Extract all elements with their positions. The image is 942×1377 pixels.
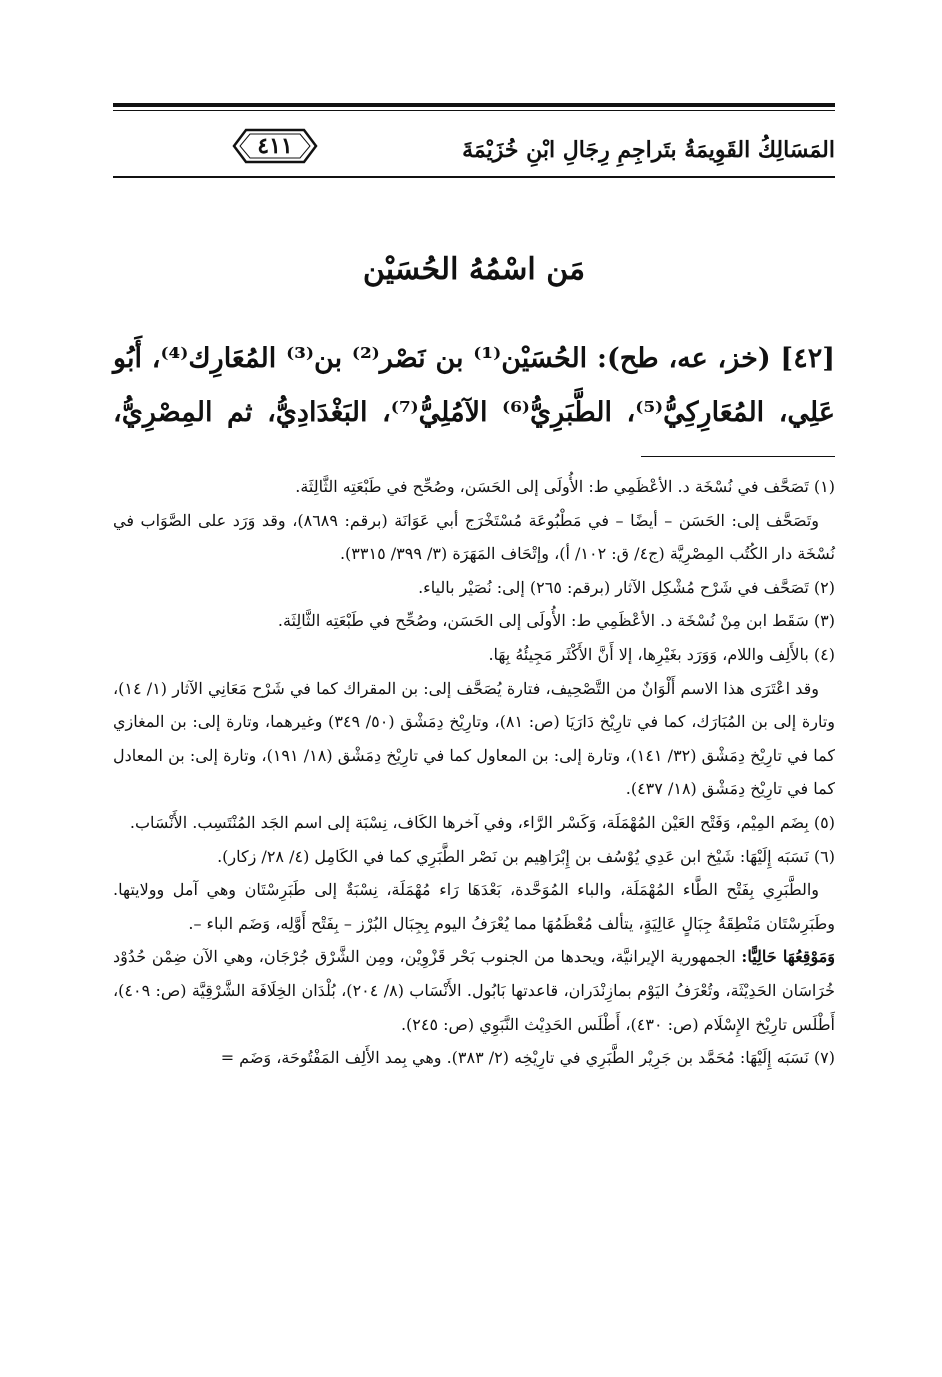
section-title: مَن اسْمُهُ الحُسَيْن <box>362 252 586 287</box>
footnote-4-continued: وقد اعْتَرَى هذا الاسم أَلْوَانٌ من التَّصْحِيف، فتارة يُصَحَّف إلى: بن المقراك كما في شَرْح مَعَانِي الآثار (١/ ١٤)، وتارة إلى بن المُبَارَك، كما في تارِيْخ دَارَيَا (ص: ٨١)، وتارِيْخ دِمَشْق (٥٠/ ٣٤٩) وغيرهما، وتارة إلى: بن المغازي كما في تارِيْخ دِمَشْق (٣٢/ ١٤١)، وتارة إلى: بن المعاول كما في تارِيْخ دِمَشْق (١٨/ ١٩١)، وتارة إلى: بن المعادل كما في تارِيْخ دِمَشْق (١٨/ ٤٣٧). <box>113 678 836 799</box>
biography-entry: [٤٢] (خز، عه، طح): الحُسَيْن⁽¹⁾ بن نَصْر⁽²⁾ بن⁽³⁾ المُعَارِك⁽⁴⁾، أَبُو عَلِي، المُعَارِكِيُّ⁽⁵⁾، الطَّبَرِيُّ⁽⁶⁾ الآمُلِيُّ⁽⁷⁾، البَغْدَادِيُّ، ثم المِصْرِيُّ، <box>113 343 835 428</box>
footnote-1: (١) تَصَحَّف في نُسْخَة د. الأعْظَمِي ط: الأُولَى إلى الحَسَن، وصُحِّح في طَبْعَتِه الثَّالِثَة. <box>295 477 835 496</box>
footnote-6-location-lead: وَمَوْقِعُهَا حَالِيًّا: <box>741 947 836 967</box>
footnote-6-location-text: الجمهورية الإيرانيَّة، ويحدها من الجنوب بَحْر قَزْوِيْن، ومِن الشَّرْق جُرْجَان، وهي الآن ضِمْن حُدُوْد خُرَاسَان الحَدِيْثَة، وتُعْرَفُ اليَوْم بمازِنْدَران، قاعدتها بَابُول. الأَنْسَاب (٨/ ٢٠٤)، بُلْدَان الخِلَافَة الشَّرْقِيَّة (ص: ٤٠٩)، أَطْلَس تارِيْخ الإِسْلَام (ص: ٤٣٠)، أَطْلَس الحَدِيْث النَّبَوِي (ص: ٢٤٥). <box>113 947 836 1034</box>
page-number-badge <box>232 128 318 164</box>
footnote-3: (٣) سَقَط ابن مِنْ نُسْخَة د. الأعْظَمِي ط: الأُولَى إلى الحَسَن، وصُحِّح في طَبْعَتِه الثَّالِثَة. <box>277 611 835 631</box>
header-rule-thick <box>113 103 835 107</box>
footnote-separator <box>641 456 835 457</box>
footnote-1-continued: وتَصَحَّف إلى: الحَسَن – أيضًا – في مَطْبُوعَة مُسْتَخْرَج أبي عَوَانَة (برقم: ٨٦٨٩)، وقد وَرَد على الصَّوَاب في نُسْخَة دار الكُتُب المِصْرِيَّة (ج٤/ ق: ١٠٢/ أ)، وإتْحَاف المَهَرَة (٣/ ٣٩٩/ ٣٣١٥). <box>113 510 835 564</box>
footnote-7: (٧) نَسَبَه إِلَيْهَا: مُحَمَّد بن جَرِيْر الطَّبَرِي في تارِيْخِه (٢/ ٣٨٣). وهي بِمد الأَلِف المَفْتُوحَة، وَضَم = <box>220 1048 835 1068</box>
running-title: المَسَالِكُ القَوِيمَةُ بتَراجِمِ رِجَالِ ابْنِ خُزَيْمَةَ <box>462 137 835 163</box>
footnote-4: (٤) بالأَلِف واللام، وَوَرَد بغَيْرِها، إلا أَنَّ الأَكْثَر مَجِيئُهُ بِهَا. <box>488 644 835 664</box>
header-rule-bottom <box>113 176 835 178</box>
header-rule-thin <box>113 110 835 111</box>
footnote-2: (٢) تَصَحَّف في شَرْح مُشْكِل الآثار (برقم: ٢٦٥) إلى: نُصَيْر بالياء. <box>418 577 835 597</box>
footnote-6-continued: والطَّبَرِي بِفَتْح الطَّاء المُهْمَلَة، والباء المُوَحَّدة، بَعْدَهَا رَاء مُهْمَلَة، نِسْبَةٌ إلى طَبَرِسْتَان وهي آمل وولايتها. وطَبَرِسْتَان مَنْطِقَةُ جِبَالٍ عَالِيَةٍ، يتألف مُعْظَمُهَا مما يُعْرَفُ اليوم بِجِبَال البُرْز – بِفَتْح أَوَّلِه، وَضَم الباء –. <box>113 880 835 933</box>
footnote-6-location <box>113 940 835 1041</box>
footnotes <box>113 470 835 1075</box>
footnote-5: (٥) بِضَم المِيْم، وَفَتْح العَيْن المُهْمَلَة، وَكَسْر الرَّاء، وفي آخرها الكَاف، نِسْبَة إلى اسم الجَد المُنْتَسِب. الأَنْسَاب. <box>129 812 835 832</box>
footnote-6: (٦) نَسَبَه إِلَيْهَا: شَيْخ ابن عَدِي يُوْسُف بن إِبْرَاهِيم بن نَصْر الطَّبَرِي كما في الكَامِل (٤/ ٢٨/ زكار). <box>217 846 835 866</box>
page-number: ٤١١ <box>257 133 293 159</box>
